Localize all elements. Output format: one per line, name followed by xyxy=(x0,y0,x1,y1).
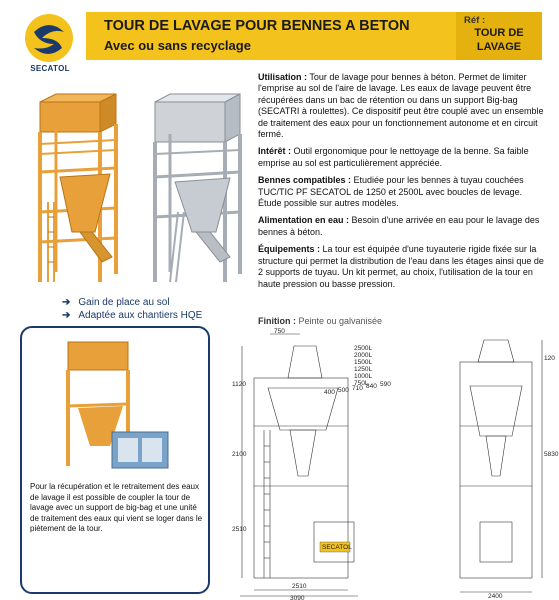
benefits-list xyxy=(62,296,202,322)
description-section xyxy=(258,72,546,296)
dim-h-top: 1120 xyxy=(232,381,246,388)
recycling-photo xyxy=(58,336,178,476)
reference-value xyxy=(456,26,542,54)
reference-value-line1: TOUR DE xyxy=(474,27,524,39)
utilisation-paragraph: Utilisation : Tour de lavage pour bennes à béton. Permet de limiter l'emprise au sol de l'aire de lavage. Les eaux de lavage peuvent être récupérées dans un bac de rétention ou dans un support Big-bag (SECATRI à roulettes). Ce dispositif peut être couplé avec un ensemble de traitement des eaux pour un fonctionnement autonome et en circuit fermé. xyxy=(258,72,544,140)
dim-level: 710 xyxy=(352,385,363,392)
dim-capacity: 1000L xyxy=(354,373,373,380)
dim-w-base: 2510 xyxy=(292,583,307,590)
secatol-logo xyxy=(18,10,80,72)
title-banner xyxy=(86,12,542,60)
tower-photo xyxy=(20,82,252,292)
dim-capacity: 1500L xyxy=(354,359,373,366)
dim-level: 500 xyxy=(338,387,349,394)
dim-h-low: 2510 xyxy=(232,526,247,533)
alimentation-paragraph: Alimentation en eau : Besoin d'une arrivée en eau pour le lavage des bennes à béton. xyxy=(258,215,540,237)
reference-value-line2: LAVAGE xyxy=(476,41,522,53)
brand-name: SECATOL xyxy=(30,64,70,73)
dim-h-mid: 2100 xyxy=(232,451,247,458)
dim-h-total: 5830 xyxy=(544,451,559,458)
orange-tower-illustration xyxy=(40,94,116,282)
technical-drawing xyxy=(230,326,559,600)
reference-box xyxy=(456,12,542,60)
dim-level: 400 xyxy=(324,389,335,396)
dim-capacity: 2000L xyxy=(354,352,373,359)
arrow-right-icon: ➔ xyxy=(62,310,71,321)
dim-w-total: 3090 xyxy=(290,595,305,600)
dim-capacity: 750L xyxy=(354,380,369,387)
recycling-box xyxy=(20,326,210,594)
dim-side-top: 120 xyxy=(544,355,555,362)
page-title: TOUR DE LAVAGE POUR BENNES A BETON xyxy=(104,18,410,34)
dim-top-width: 750 xyxy=(274,328,285,335)
drawing-plate-label: SECATOL xyxy=(322,544,352,551)
finition-line: Finition : Peinte ou galvanisée xyxy=(258,316,383,326)
dim-capacity: 1250L xyxy=(354,366,373,373)
equipements-paragraph: Équipements : La tour est équipée d'une tuyauterie rigide fixée sur la structure qui permet la distribution de l'eau dans les étages ainsi que de 2 supports de tuyau. Un kit permet, au choix, l'utilisation de la tour en haute pression ou basse pression. xyxy=(258,244,544,289)
interet-paragraph: Intérêt : Outil ergonomique pour le nettoyage de la benne. Sa faible emprise au sol est particulièrement appréciée. xyxy=(258,146,529,168)
dim-capacity: 2500L xyxy=(354,345,373,352)
galvanized-tower-illustration xyxy=(155,94,240,282)
bennes-paragraph: Bennes compatibles : Etudiée pour les bennes à tuyau couchées TUC/TIC PF SECATOL de 1250 et 2500L avec boucles de levage. Étude possible sur autres modèles. xyxy=(258,175,524,209)
benefit-item: ➔ Adaptée aux chantiers HQE xyxy=(62,310,203,321)
page-subtitle: Avec ou sans recyclage xyxy=(104,38,251,53)
dim-w-side: 2400 xyxy=(488,593,503,600)
dim-level: 590 xyxy=(380,381,391,388)
arrow-right-icon: ➔ xyxy=(62,297,71,308)
benefit-item: ➔ Gain de place au sol xyxy=(62,297,170,308)
recycling-description: Pour la récupération et le retraitement des eaux de lavage il est possible de coupler la tour de lavage avec un support de big-bag et une unité de traitement des eaux qui vient se loger dans le piètement de la tour. xyxy=(30,482,203,533)
reference-label: Réf : xyxy=(464,15,486,26)
dim-level: 840 xyxy=(366,383,377,390)
